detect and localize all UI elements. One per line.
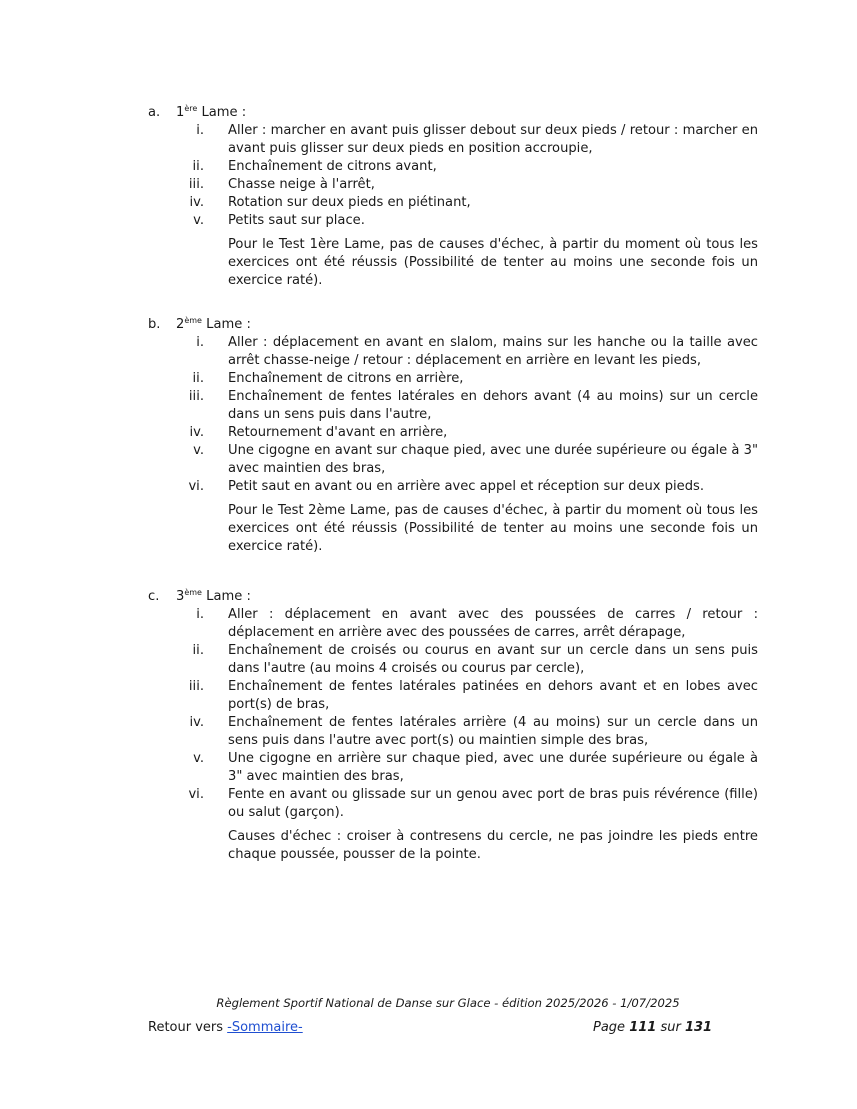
item-number: iv.: [189, 715, 204, 730]
item-text: Petit saut en avant ou en arrière avec appel et réception sur deux pieds.: [228, 479, 705, 494]
section-title: [176, 316, 251, 334]
list-item: [148, 194, 758, 212]
item-number: iii.: [188, 389, 204, 404]
item-number: iv.: [189, 195, 204, 210]
item-text: Enchaînement de fentes latérales patinées en dehors avant et en lobes avec port(s) de bras,: [228, 679, 758, 712]
section-label: Lame :: [201, 105, 247, 120]
section-letter: c.: [148, 589, 160, 604]
item-text: Enchaînement de fentes latérales arrière (4 au moins) sur un cercle dans un sens puis dans l'autre avec port(s) ou maintien simple des bras,: [228, 715, 758, 748]
list-item: [148, 122, 758, 158]
item-number: vi.: [188, 479, 204, 494]
item-number: vi.: [188, 787, 204, 802]
item-text: Enchaînement de fentes latérales en dehors avant (4 au moins) sur un cercle dans un sens puis dans l'autre,: [228, 389, 758, 422]
page-total: 131: [684, 1020, 713, 1035]
item-number: v.: [193, 443, 204, 458]
item-text: Aller : marcher en avant puis glisser debout sur deux pieds / retour : marcher en avant puis glisser sur deux pieds en position accroupie,: [228, 123, 758, 156]
page-prefix: Page: [593, 1020, 630, 1035]
footer-back-prefix: Retour vers: [148, 1020, 228, 1035]
item-text: Petits saut sur place.: [228, 213, 365, 228]
list-item: [148, 442, 758, 478]
sommaire-link[interactable]: -Sommaire-: [227, 1020, 303, 1035]
section-heading: [148, 104, 758, 122]
page-current: 111: [629, 1020, 657, 1035]
item-text: Enchaînement de citrons en arrière,: [228, 371, 464, 386]
footer-back: [148, 1019, 303, 1037]
item-text: Une cigogne en avant sur chaque pied, avec une durée supérieure ou égale à 3" avec maintien des bras,: [228, 443, 758, 476]
item-text: Rotation sur deux pieds en piétinant,: [228, 195, 471, 210]
item-number: ii.: [192, 371, 204, 386]
section-2eme-lame: [148, 316, 758, 556]
section-superscript: ème: [184, 316, 202, 325]
item-text: Une cigogne en arrière sur chaque pied, avec une durée supérieure ou égale à 3" avec maintien des bras,: [228, 751, 758, 784]
item-number: i.: [196, 123, 204, 138]
list-item: [148, 478, 758, 496]
section-letter: b.: [148, 317, 161, 332]
item-number: i.: [196, 335, 204, 350]
item-text: Fente en avant ou glissade sur un genou avec port de bras puis révérence (fille) ou salut (garçon).: [228, 787, 758, 820]
item-text: Aller : déplacement en avant avec des poussées de carres / retour : déplacement en arrière avec des poussées de carres, arrêt dérapage,: [228, 607, 758, 640]
section-heading: [148, 588, 758, 606]
item-number: iv.: [189, 425, 204, 440]
section-letter: a.: [148, 105, 161, 120]
list-item: [148, 786, 758, 822]
section-ordinal: 1: [176, 105, 185, 120]
item-number: ii.: [192, 643, 204, 658]
list-item: [148, 176, 758, 194]
item-text: Aller : déplacement en avant en slalom, mains sur les hanche ou la taille avec arrêt chasse-neige / retour : déplacement en arrière en levant les pieds,: [228, 335, 758, 368]
list-item: [148, 370, 758, 388]
section-title: [176, 588, 251, 606]
item-text: Enchaînement de citrons avant,: [228, 159, 437, 174]
list-item: [148, 750, 758, 786]
section-note: Causes d'échec : croiser à contresens du cercle, ne pas joindre les pieds entre chaque poussée, pousser de la pointe.: [228, 829, 758, 862]
item-number: i.: [196, 607, 204, 622]
list-item: [148, 678, 758, 714]
section-ordinal: 2: [176, 317, 185, 332]
item-text: Enchaînement de croisés ou courus en avant sur un cercle dans un sens puis dans l'autre (au moins 4 croisés ou courus par cercle),: [228, 643, 758, 676]
section-note: Pour le Test 2ème Lame, pas de causes d'échec, à partir du moment où tous les exercices ont été réussis (Possibilité de tenter au moins une seconde fois un exercice raté).: [228, 503, 758, 554]
list-item: [148, 158, 758, 176]
section-ordinal: 3: [176, 589, 185, 604]
list-item: [148, 388, 758, 424]
item-number: iii.: [188, 679, 204, 694]
section-superscript: ème: [184, 588, 202, 597]
section-3eme-lame: [148, 588, 758, 864]
list-item: [148, 642, 758, 678]
section-label: Lame :: [206, 317, 251, 332]
section-title: [176, 104, 246, 122]
list-item: [148, 212, 758, 230]
item-text: Retournement d'avant en arrière,: [228, 425, 448, 440]
footer-title: Règlement Sportif National de Danse sur Glace - édition 2025/2026 - 1/07/2025: [216, 996, 680, 1010]
page-mid: sur: [656, 1020, 685, 1035]
item-text: Chasse neige à l'arrêt,: [228, 177, 375, 192]
section-superscript: ère: [184, 104, 198, 113]
section-label: Lame :: [206, 589, 251, 604]
item-number: v.: [193, 213, 204, 228]
section-1ere-lame: [148, 104, 758, 290]
section-note: Pour le Test 1ère Lame, pas de causes d'échec, à partir du moment où tous les exercices ont été réussis (Possibilité de tenter au moins une seconde fois un exercice raté).: [228, 237, 758, 288]
list-item: [148, 714, 758, 750]
page-number: [593, 1019, 712, 1037]
list-item: [148, 424, 758, 442]
item-number: ii.: [192, 159, 204, 174]
list-item: [148, 334, 758, 370]
item-number: v.: [193, 751, 204, 766]
list-item: [148, 606, 758, 642]
section-heading: [148, 316, 758, 334]
item-number: iii.: [188, 177, 204, 192]
